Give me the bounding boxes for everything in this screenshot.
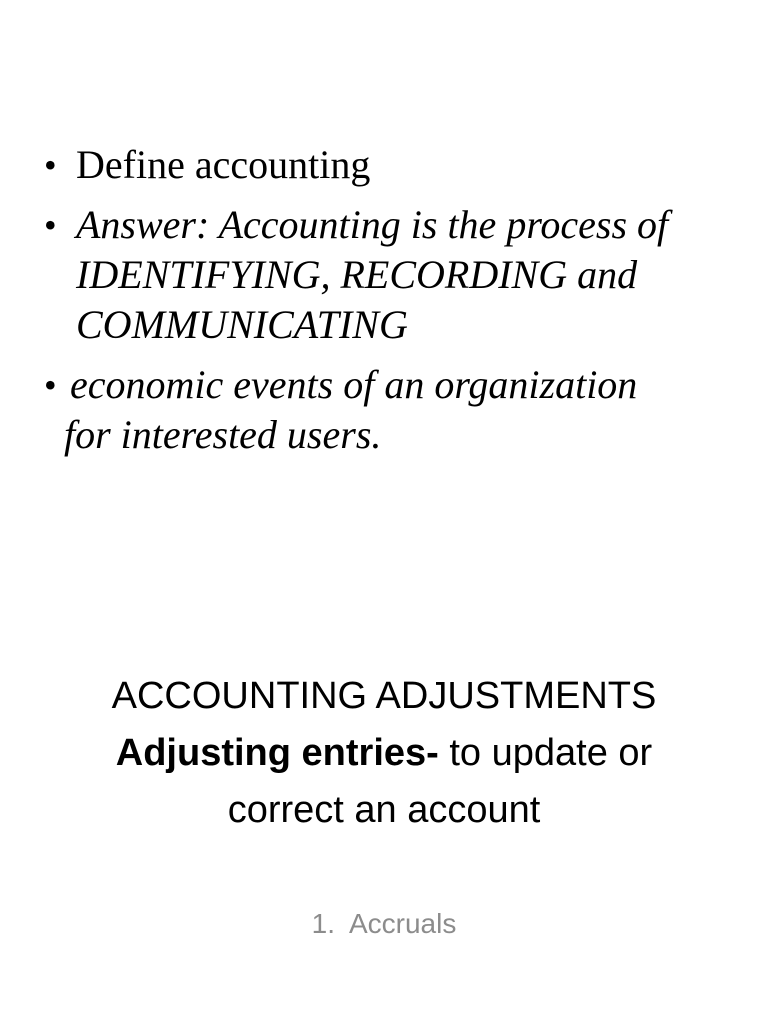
numbered-list [0,908,768,940]
bullet-item-economic-events [44,360,734,460]
slide-heading [0,668,768,839]
adjusting-entries-definition: to update or [438,732,653,774]
bullet-list [44,140,734,470]
bullet-text: Answer: Accounting is the process of IDENTIFYING, RECORDING and COMMUNICATING [76,202,669,347]
list-item-accruals: Accruals [348,908,457,939]
bullet-icon: • [44,205,57,245]
adjusting-entries-line [0,725,768,782]
adjusting-entries-definition-cont: correct an account [227,789,541,831]
slide-accounting-adjustments [0,640,768,1024]
bullet-text-line2: for interested users. [64,412,382,457]
bullet-item-define [44,140,734,190]
list-item-number: 1. [311,908,335,939]
bullet-item-answer [44,200,734,350]
slide-title: ACCOUNTING ADJUSTMENTS [111,675,657,717]
bullet-text: Define accounting [76,142,371,187]
adjusting-entries-term: Adjusting entries- [115,732,439,774]
bullet-text-line1: economic events of an organization [70,362,638,407]
bullet-icon: • [44,365,57,405]
bullet-icon: • [44,145,57,185]
